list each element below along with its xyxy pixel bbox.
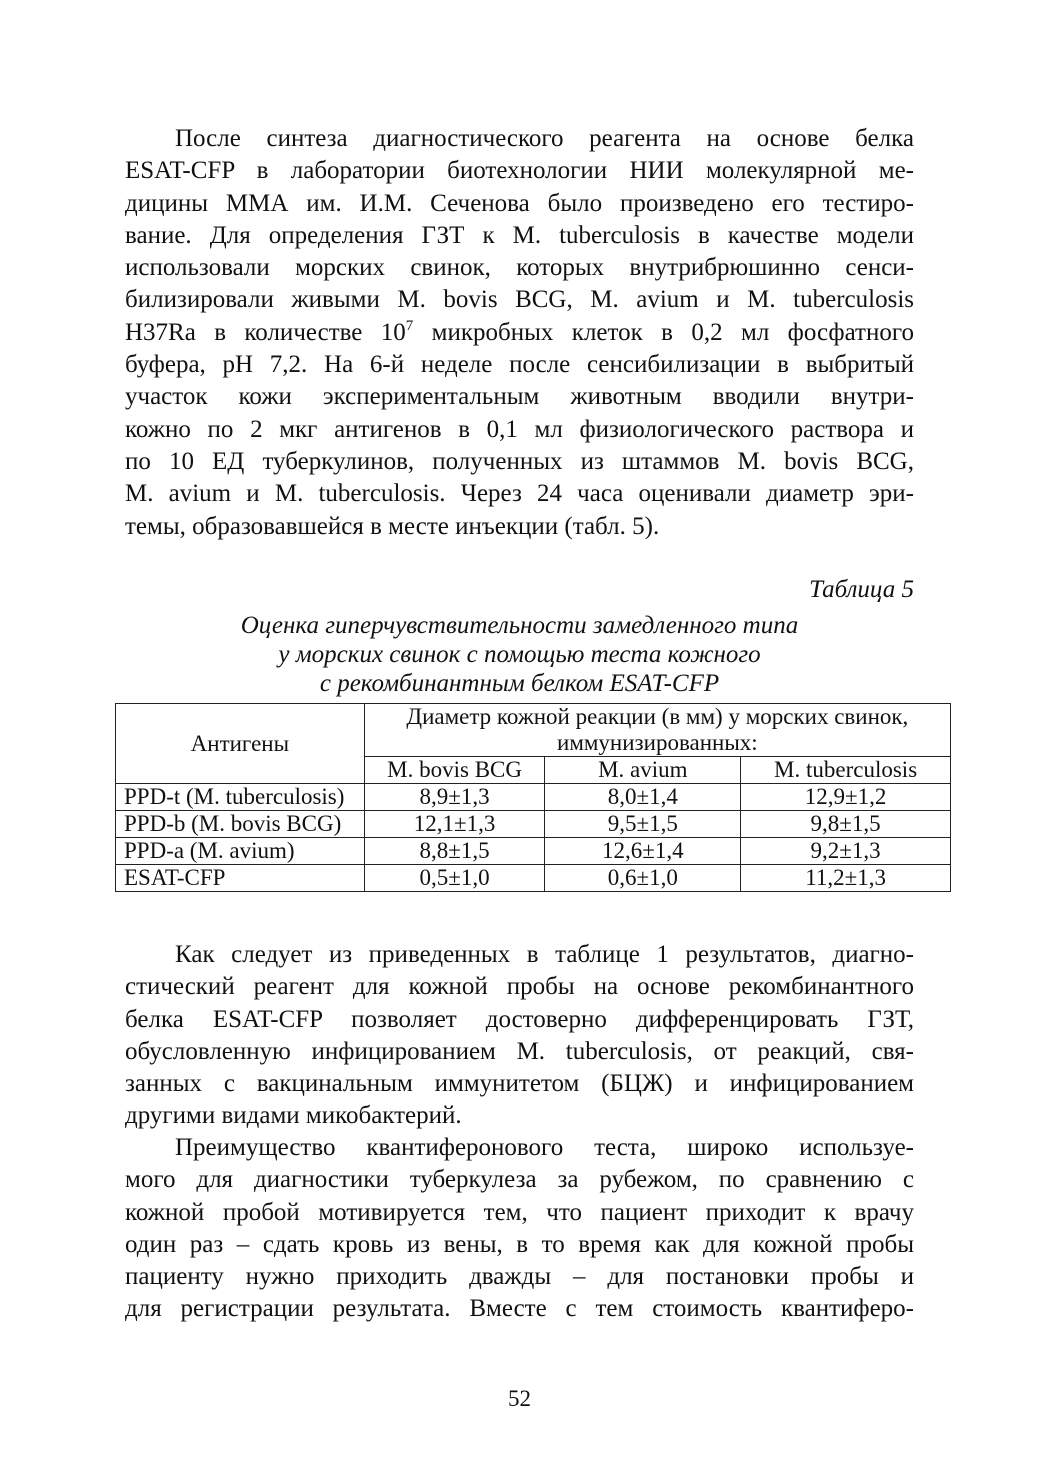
text-line-with-superscript [125,317,914,349]
row-value: 0,5±1,0 [364,865,545,892]
text-line: участок кожи экспериментальным животным вводили внутри- [125,383,914,411]
table-label: Таблица 5 [809,576,914,603]
row-value: 12,6±1,4 [545,838,741,865]
row-value: 12,1±1,3 [364,811,545,838]
text-line: стический реагент для кожной пробы на основе рекомбинантного [125,973,914,1001]
header-diameter-group [364,704,950,757]
row-value: 9,8±1,5 [741,811,951,838]
text-line: дицины ММА им. И.М. Сеченова было произведено его тестиро- [125,189,914,217]
text-line: мого для диагностики туберкулеза за рубежом, по сравнению с [125,1166,914,1194]
text-line: буфера, pH 7,2. На 6-й неделе после сенсибилизации в выбритый [125,351,914,379]
row-value: 11,2±1,3 [741,865,951,892]
text-line: Преимущество квантиферонового теста, широко используе- [175,1134,914,1161]
row-antigen: PPD-b (M. bovis BCG) [116,811,365,838]
text-line: кожной пробой мотивируется тем, что пациент приходит к врачу [125,1198,914,1226]
header-group-line: Диаметр кожной реакции (в мм) у морских свинок, [406,704,909,729]
row-value: 9,2±1,3 [741,838,951,865]
text-line: темы, образовавшейся в месте инъекции (табл. 5). [125,512,660,540]
text-line: кожно по 2 мкг антигенов в 0,1 мл физиологического раствора и [125,415,914,443]
row-value: 9,5±1,5 [545,811,741,838]
text-line: белка ESAT-CFP позволяет достоверно дифференцировать ГЗТ, [125,1005,914,1033]
text-line: один раз – сдать кровь из вены, в то время как для кожной пробы [125,1230,914,1258]
paragraph-quantiferon [125,1132,914,1326]
text-line: вание. Для определения ГЗТ к M. tuberculosis в качестве модели [125,221,914,249]
text-line: по 10 ЕД туберкулинов, полученных из штаммов M. bovis BCG, [125,447,914,475]
results-table [115,703,951,892]
table-row [116,838,951,865]
text-line: для регистрации результата. Вместе с тем стоимость квантиферо- [125,1295,914,1323]
text-line: M. avium и M. tuberculosis. Через 24 часа оценивали диаметр эри- [125,480,914,508]
table-row [116,811,951,838]
text-line: использовали морских свинок, которых внутрибрюшинно сенси- [125,254,914,282]
text-line: Как следует из приведенных в таблице 1 результатов, диагно- [175,941,914,968]
header-avium: M. avium [545,757,741,784]
row-value: 0,6±1,0 [545,865,741,892]
row-value: 8,9±1,3 [364,784,545,811]
text-line: обусловленную инфицированием M. tuberculosis, от реакций, свя- [125,1037,914,1065]
table-row [116,784,951,811]
row-antigen: PPD-a (M. avium) [116,838,365,865]
row-antigen: ESAT-CFP [116,865,365,892]
superscript-exponent: 7 [405,317,414,334]
text-fragment: микробных клеток в 0,2 мл фосфатного [413,318,914,346]
text-line: пациенту нужно приходить дважды – для постановки пробы и [125,1263,914,1291]
text-line: билизировали живыми M. bovis BCG, M. avium и M. tuberculosis [125,286,914,314]
header-tuberculosis: M. tuberculosis [741,757,951,784]
paragraph-synthesis [125,123,914,543]
table-header-row [116,704,951,757]
text-line: другими видами микобактерий. [125,1102,462,1130]
row-value: 8,0±1,4 [545,784,741,811]
header-group-line: иммунизированных: [557,730,758,755]
row-value: 8,8±1,5 [364,838,545,865]
text-line: занных с вакцинальным иммунитетом (БЦЖ) и инфицированием [125,1070,914,1098]
page-number: 52 [508,1386,531,1411]
text-line: ESAT-CFP в лаборатории биотехнологии НИИ молекулярной ме- [125,157,914,185]
row-antigen: PPD-t (M. tuberculosis) [116,784,365,811]
paragraph-conclusion [125,939,914,1133]
text-fragment: H37Ra в количестве 10 [125,318,406,346]
header-bovis-bcg: M. bovis BCG [364,757,545,784]
table-title-line: с рекомбинантным белком ESAT-CFP [319,670,720,697]
table-title-line: Оценка гиперчувствительности замедленного типа [240,612,799,639]
table-row [116,865,951,892]
table-title [125,611,914,698]
text-line: После синтеза диагностического реагента на основе белка [175,125,914,152]
row-value: 12,9±1,2 [741,784,951,811]
table-title-line: у морских свинок с помощью теста кожного [278,641,761,668]
header-antigens: Антигены [116,704,365,784]
